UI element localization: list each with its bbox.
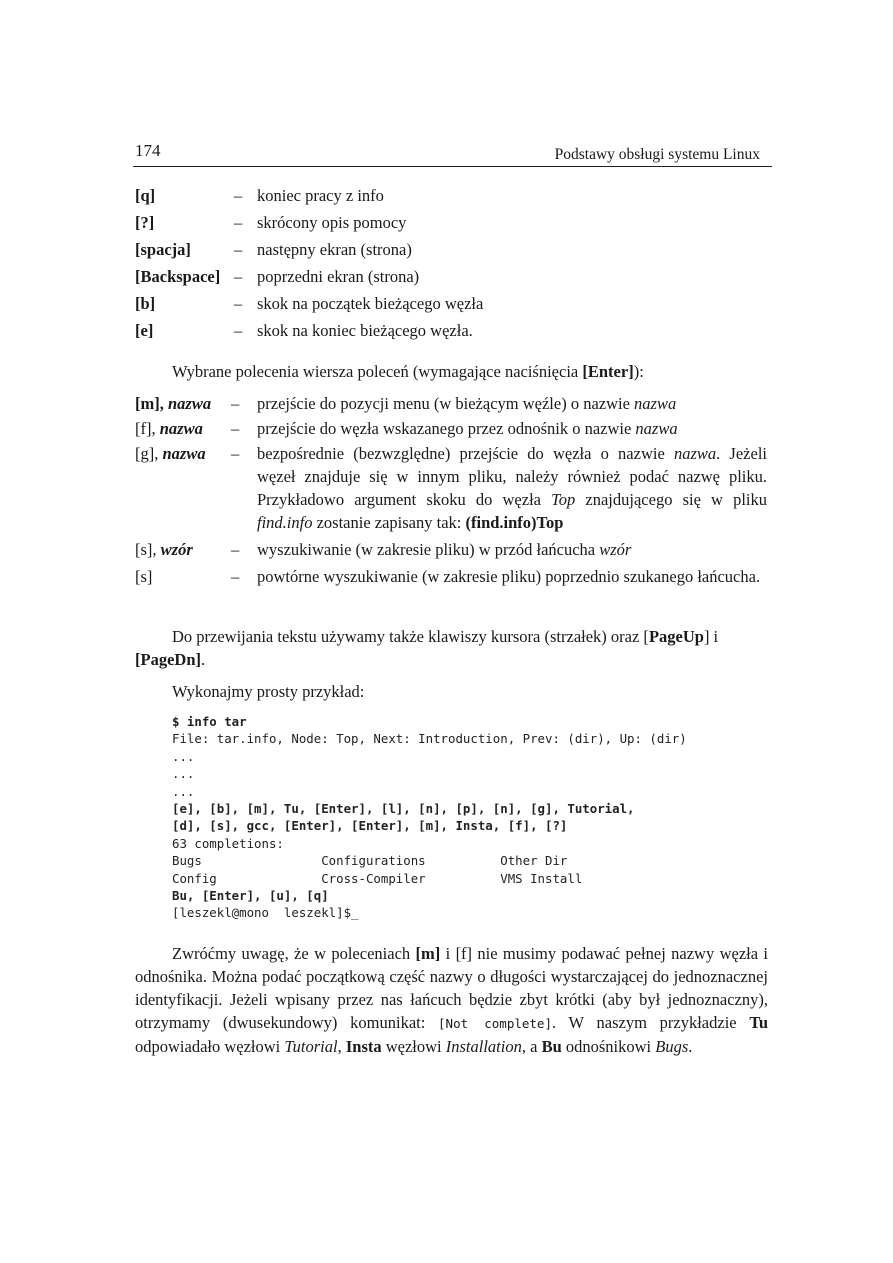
desc-text: powtórne wyszukiwanie (w zakresie pliku) poprzednio szukanego łańcucha. (257, 567, 761, 586)
intro-key: [Enter] (582, 362, 634, 381)
terminal-line: ... (172, 766, 195, 782)
command-desc (257, 442, 767, 534)
dash: – (231, 444, 240, 463)
desc-text: zostanie zapisany tak: (312, 513, 466, 532)
desc-italic: Top (551, 490, 576, 509)
command-desc (257, 392, 767, 415)
dash: – (231, 394, 240, 413)
para-italic: Installation (445, 1037, 522, 1056)
command-desc (257, 538, 767, 561)
para-text: , a (521, 1037, 542, 1056)
desc-italic: find.info (257, 513, 313, 532)
terminal-line: File: tar.info, Node: Top, Next: Introduction, Prev: (dir), Up: (dir) (172, 731, 687, 747)
para-mono: [Not complete] (438, 1016, 552, 1031)
command-key-text: [m], (135, 394, 168, 413)
dash: – (231, 419, 240, 438)
intro-text: Wybrane polecenia wiersza poleceń (wymagające naciśnięcia (172, 362, 583, 381)
keybinding-desc: skrócony opis pomocy (257, 213, 407, 232)
para-text: Zwróćmy uwagę, że w poleceniach (172, 944, 416, 963)
dash: – (234, 240, 243, 259)
desc-italic: nazwa (635, 419, 678, 438)
keybinding-key: [b] (135, 294, 156, 313)
desc-italic: wzór (599, 540, 632, 559)
para-bold: Bu (541, 1037, 562, 1056)
para-bold: [PageDn] (135, 650, 201, 669)
desc-text: . Jeżeli węzeł znajduje się w innym pliku, należy również podać nazwę pliku. Przykładowo argument skoku do węzła (257, 444, 767, 509)
terminal-line: Config Cross-Compiler VMS Install (172, 870, 583, 886)
terminal-line: ... (172, 748, 195, 764)
command-key (135, 392, 211, 415)
command-key-text: [g], (135, 444, 163, 463)
page-number: 174 (135, 141, 161, 160)
command-arg: wzór (160, 540, 193, 559)
dash: – (234, 186, 243, 205)
dash: – (234, 267, 243, 286)
keybinding-desc: poprzedni ekran (strona) (257, 267, 420, 286)
keybinding-key: [q] (135, 186, 156, 205)
para-italic: Bugs (655, 1037, 689, 1056)
desc-text: bezpośrednie (bezwzględne) przejście do węzła o nazwie (257, 444, 674, 463)
dash: – (234, 321, 243, 340)
para-text: węzłowi (381, 1037, 446, 1056)
command-key-text: [f], (135, 419, 160, 438)
para-bold: [m] (415, 944, 441, 963)
desc-italic: nazwa (673, 444, 717, 463)
command-key-text: [s] (135, 567, 153, 586)
terminal-line: [leszekl@mono leszekl]$_ (172, 905, 359, 921)
command-arg: nazwa (159, 419, 203, 438)
para-text: Do przewijania tekstu używamy także klawiszy kursora (strzałek) oraz [ (172, 627, 649, 646)
command-key-text: [s], (135, 540, 161, 559)
running-title: Podstawy obsługi systemu Linux (554, 146, 760, 163)
commands-intro (172, 362, 644, 382)
desc-italic: nazwa (634, 394, 677, 413)
terminal-line: Bu, [Enter], [u], [q] (172, 888, 329, 904)
terminal-line: ... (172, 783, 195, 799)
desc-text: przejście do pozycji menu (w bieżącym węźle) o nazwie (257, 394, 635, 413)
dash: – (234, 294, 243, 313)
keybinding-desc: koniec pracy z info (257, 186, 384, 205)
para-italic: Tutorial (284, 1037, 338, 1056)
desc-text: znajdującego się w pliku (575, 490, 767, 509)
command-key (135, 417, 203, 440)
para-bold: Tu (749, 1013, 768, 1032)
terminal-line: $ info tar (172, 714, 247, 729)
command-desc (257, 565, 767, 588)
command-arg: nazwa (162, 444, 206, 463)
desc-bold: (find.info)Top (465, 513, 564, 532)
para-text: , (337, 1037, 346, 1056)
keybinding-key: [?] (135, 213, 155, 232)
para-text: . (688, 1037, 693, 1056)
command-arg: nazwa (167, 394, 212, 413)
command-key (135, 565, 152, 588)
para-text: . W naszym przykładzie (551, 1013, 750, 1032)
terminal-line: [e], [b], [m], Tu, [Enter], [l], [n], [p], [n], [g], Tutorial, (172, 801, 635, 817)
keybinding-desc: skok na koniec bieżącego węzła. (257, 321, 473, 340)
intro-text-end: ): (633, 362, 644, 381)
para-bold: PageUp (648, 627, 704, 646)
keybinding-desc: skok na początek bieżącego węzła (257, 294, 484, 313)
keybinding-key: [Backspace] (135, 267, 221, 286)
para-text: odpowiadało węzłowi (135, 1037, 285, 1056)
para-text: odnośnikowi (561, 1037, 656, 1056)
terminal-listing (172, 713, 687, 922)
para-text: [f] (455, 944, 473, 963)
paragraph-note (135, 942, 768, 1058)
keybinding-desc: następny ekran (strona) (257, 240, 412, 259)
terminal-line: 63 completions: (172, 835, 284, 851)
dash: – (234, 213, 243, 232)
keybinding-key: [e] (135, 321, 154, 340)
dash: – (231, 567, 240, 586)
desc-text: przejście do węzła wskazanego przez odnośnik o nazwie (257, 419, 636, 438)
paragraph-scroll (135, 625, 769, 671)
para-bold: Insta (345, 1037, 382, 1056)
command-key (135, 442, 206, 465)
command-desc (257, 417, 767, 440)
para-text: ] i (703, 627, 719, 646)
terminal-line: Bugs Configurations Other Dir (172, 853, 568, 869)
desc-text: wyszukiwanie (w zakresie pliku) w przód łańcucha (257, 540, 600, 559)
dash: – (231, 540, 240, 559)
para-text: i (440, 944, 456, 963)
terminal-line: [d], [s], gcc, [Enter], [Enter], [m], Insta, [f], [?] (172, 818, 568, 834)
keybinding-key: [spacja] (135, 240, 191, 259)
command-key (135, 538, 193, 561)
para-text: . (200, 650, 206, 669)
paragraph-example: Wykonajmy prosty przykład: (172, 682, 365, 701)
para-text: nie musimy podawać pełnej nazwy węzła i odnośnika. Można podać początkową część nazwy o długości wystarczającej do jednoznacznej identyfikacji. Jeżeli wpisany przez nas łańcuch będzie zbyt krótki (aby był jednoznaczny), otrzymamy (dwusekundowy) komunikat: (135, 944, 768, 1032)
header-rule (133, 166, 772, 167)
